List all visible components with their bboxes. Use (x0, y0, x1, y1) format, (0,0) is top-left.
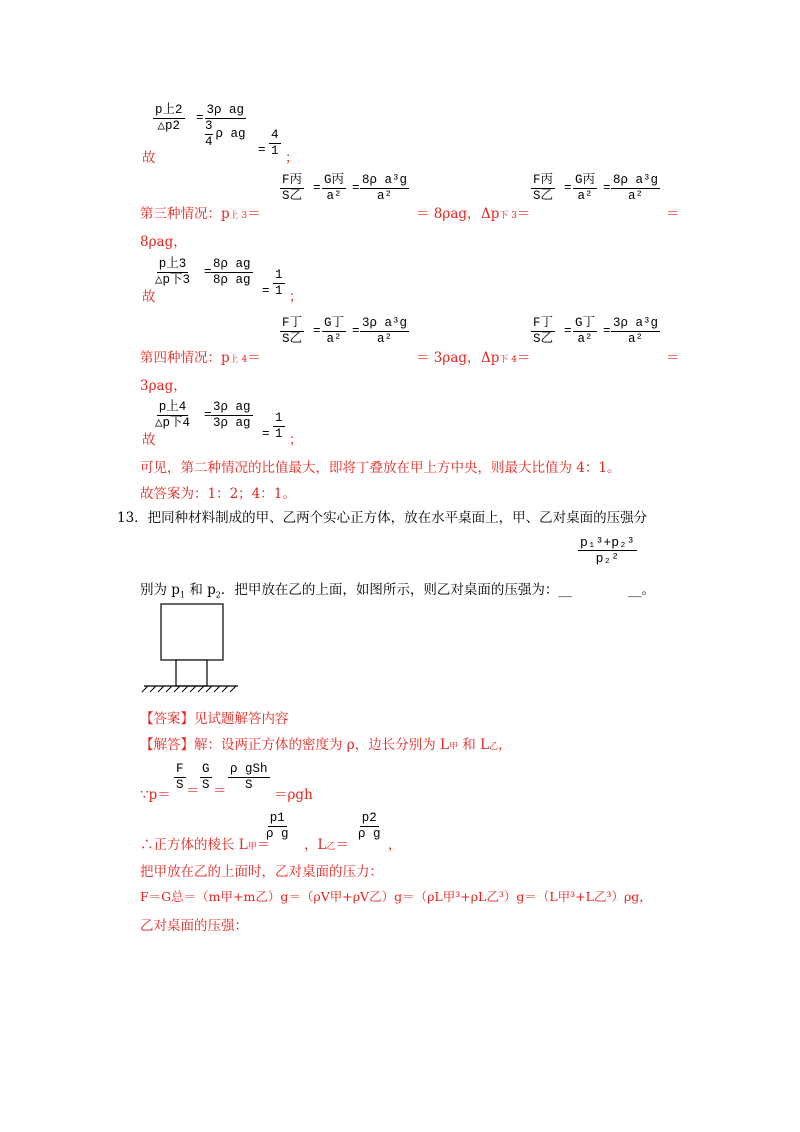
q13-line1: 13．把同种材料制成的甲、乙两个实心正方体，放在水平桌面上，甲、乙对桌面的压强分 (117, 510, 648, 526)
rho-gsh-frac: ρ gSh S (230, 762, 268, 792)
case3-v-frac-2: $\frac{\text{8ρ a³g}}{\text{a²}}$ (613, 173, 659, 203)
stacked-cubes-figure (140, 603, 240, 693)
case3-ratio-frac-1: p上3 △p下3 (155, 257, 191, 287)
ground-hatch (142, 686, 236, 692)
case2-suffix: ； (285, 150, 299, 166)
case4-f-frac: F丁 S乙 (282, 316, 303, 346)
cube-yi (176, 660, 207, 686)
case3-label: 第三种情况：p上 3＝ (140, 206, 261, 222)
q13-blank-right: __。 (628, 582, 655, 598)
equals-sign: ＝ (213, 783, 227, 799)
case3-line2: 8ρag， (140, 234, 187, 250)
case4-f-frac-2: F丁 S乙 (533, 316, 554, 346)
case4-ratio-frac-3: $\frac{1}{1}$ (275, 411, 283, 441)
case3-ratio-suffix: ； (289, 289, 303, 305)
equals-sign: = (313, 181, 321, 195)
edge-text: ∴正方体的棱长 L甲＝ (140, 837, 271, 853)
case3-g-frac-2: G丙 a² (575, 173, 596, 203)
case4-g-frac-2: G丁 a² (575, 316, 596, 346)
edge-mid: ，L乙＝ (304, 837, 349, 853)
case3-ratio-prefix: 故 (142, 289, 156, 305)
equals-sign: = (352, 324, 360, 338)
case4-ratio-suffix: ； (289, 432, 303, 448)
case4-line2: 3ρag， (140, 378, 187, 394)
case2-ratio-frac-1: p上2 △p2 (155, 103, 183, 133)
because-text: ∵p＝ (140, 787, 171, 803)
equals-sign: = (603, 181, 611, 195)
case3-ratio-frac-2: $\frac{\text{8ρ ag}}{\text{8ρ ag}}$ (213, 257, 251, 287)
l-jia-frac: $\frac{p1}{\text{ρ g}}$ (266, 811, 289, 841)
equals-sign: = (564, 324, 572, 338)
equals-sign: = (196, 111, 204, 125)
case3-ratio-frac-3: $\frac{1}{1}$ (275, 268, 283, 298)
case3-f-frac: F丙 S乙 (282, 173, 303, 203)
solution-intro: 【解答】解：设两正方体的密度为 ρ，边长分别为 L甲 和 L乙， (140, 737, 512, 753)
answer-tag: 【答案】见试题解答内容 (140, 711, 289, 727)
case4-end-eq: ＝ (666, 350, 680, 366)
equals-sign: = (564, 181, 572, 195)
pressure-result: ＝ρgh (274, 787, 313, 803)
equals-sign: = (352, 181, 360, 195)
case2-ratio-frac-2: 3ρ ag 3 4 ρ ag (205, 103, 246, 149)
case4-result: ＝ 3ρag， (416, 350, 481, 366)
l-yi-frac: $\frac{p2}{\text{ρ g}}$ (358, 811, 381, 841)
case2-prefix: 故 (142, 150, 156, 166)
case4-label: 第四种情况：p上 4＝ (140, 350, 261, 366)
previous-answer: 故答案为：1：2；4：1。 (140, 486, 296, 502)
q13-line2: 别为 $p_1$ 和 $p_2$．把甲放在乙的上面，如图所示，则乙对桌面的压强为：__ (140, 582, 572, 600)
equals-sign: = (262, 427, 270, 441)
case3-f-frac-2: F丙 S乙 (533, 173, 554, 203)
case3-result: ＝ 8ρag， (416, 206, 481, 222)
equals-sign: = (313, 324, 321, 338)
equals-sign: ＝ (186, 783, 200, 799)
equals-sign: = (204, 408, 212, 422)
case3-end-eq: ＝ (666, 206, 680, 222)
place-line: 把甲放在乙的上面时，乙对桌面的压力： (140, 864, 383, 880)
cube-jia (161, 604, 223, 660)
case4-v-frac: $\frac{\text{3ρ a³g}}{\text{a²}}$ (362, 316, 408, 346)
case3-delta-label: Δp下 3＝ (481, 206, 531, 222)
three-quarters-frac: 3 4 (205, 119, 213, 149)
case4-ratio-prefix: 故 (142, 432, 156, 448)
equals-sign: = (258, 143, 266, 157)
g-over-s-frac: $\frac{G}{S}$ (202, 762, 210, 792)
pressure-line: 乙对桌面的压强： (140, 918, 248, 934)
conclusion-text: 可见，第二种情况的比值最大，即将丁叠放在甲上方中央，则最大比值为 4：1。 (140, 460, 621, 476)
case2-ratio-frac-3: $\frac{4}{1}$ (271, 128, 279, 158)
f-over-s-frac: $\frac{F}{S}$ (176, 762, 184, 792)
case4-delta-label: Δp下 4＝ (481, 350, 531, 366)
equals-sign: = (262, 284, 270, 298)
case4-ratio-frac-2: $\frac{\text{3ρ ag}}{\text{3ρ ag}}$ (213, 400, 251, 430)
case3-v-frac: $\frac{\text{8ρ a³g}}{\text{a²}}$ (362, 173, 408, 203)
equals-sign: = (204, 265, 212, 279)
equals-sign: = (603, 324, 611, 338)
force-line: F＝G总＝（m甲+m乙）g＝（ρV甲+ρV乙）g＝（ρL甲³+ρL乙³）g＝（L甲³+L乙³）ρg， (140, 889, 652, 904)
case4-g-frac: G丁 a² (324, 316, 345, 346)
case4-ratio-frac-1: p上4 △p下4 (155, 400, 191, 430)
edge-end: ， (388, 837, 402, 853)
q13-answer-frac: $\frac{\text{p₁³+p₂³}}{\text{p₂²}}$ (580, 535, 635, 566)
case3-g-frac: G丙 a² (324, 173, 345, 203)
case4-v-frac-2: $\frac{\text{3ρ a³g}}{\text{a²}}$ (613, 316, 659, 346)
